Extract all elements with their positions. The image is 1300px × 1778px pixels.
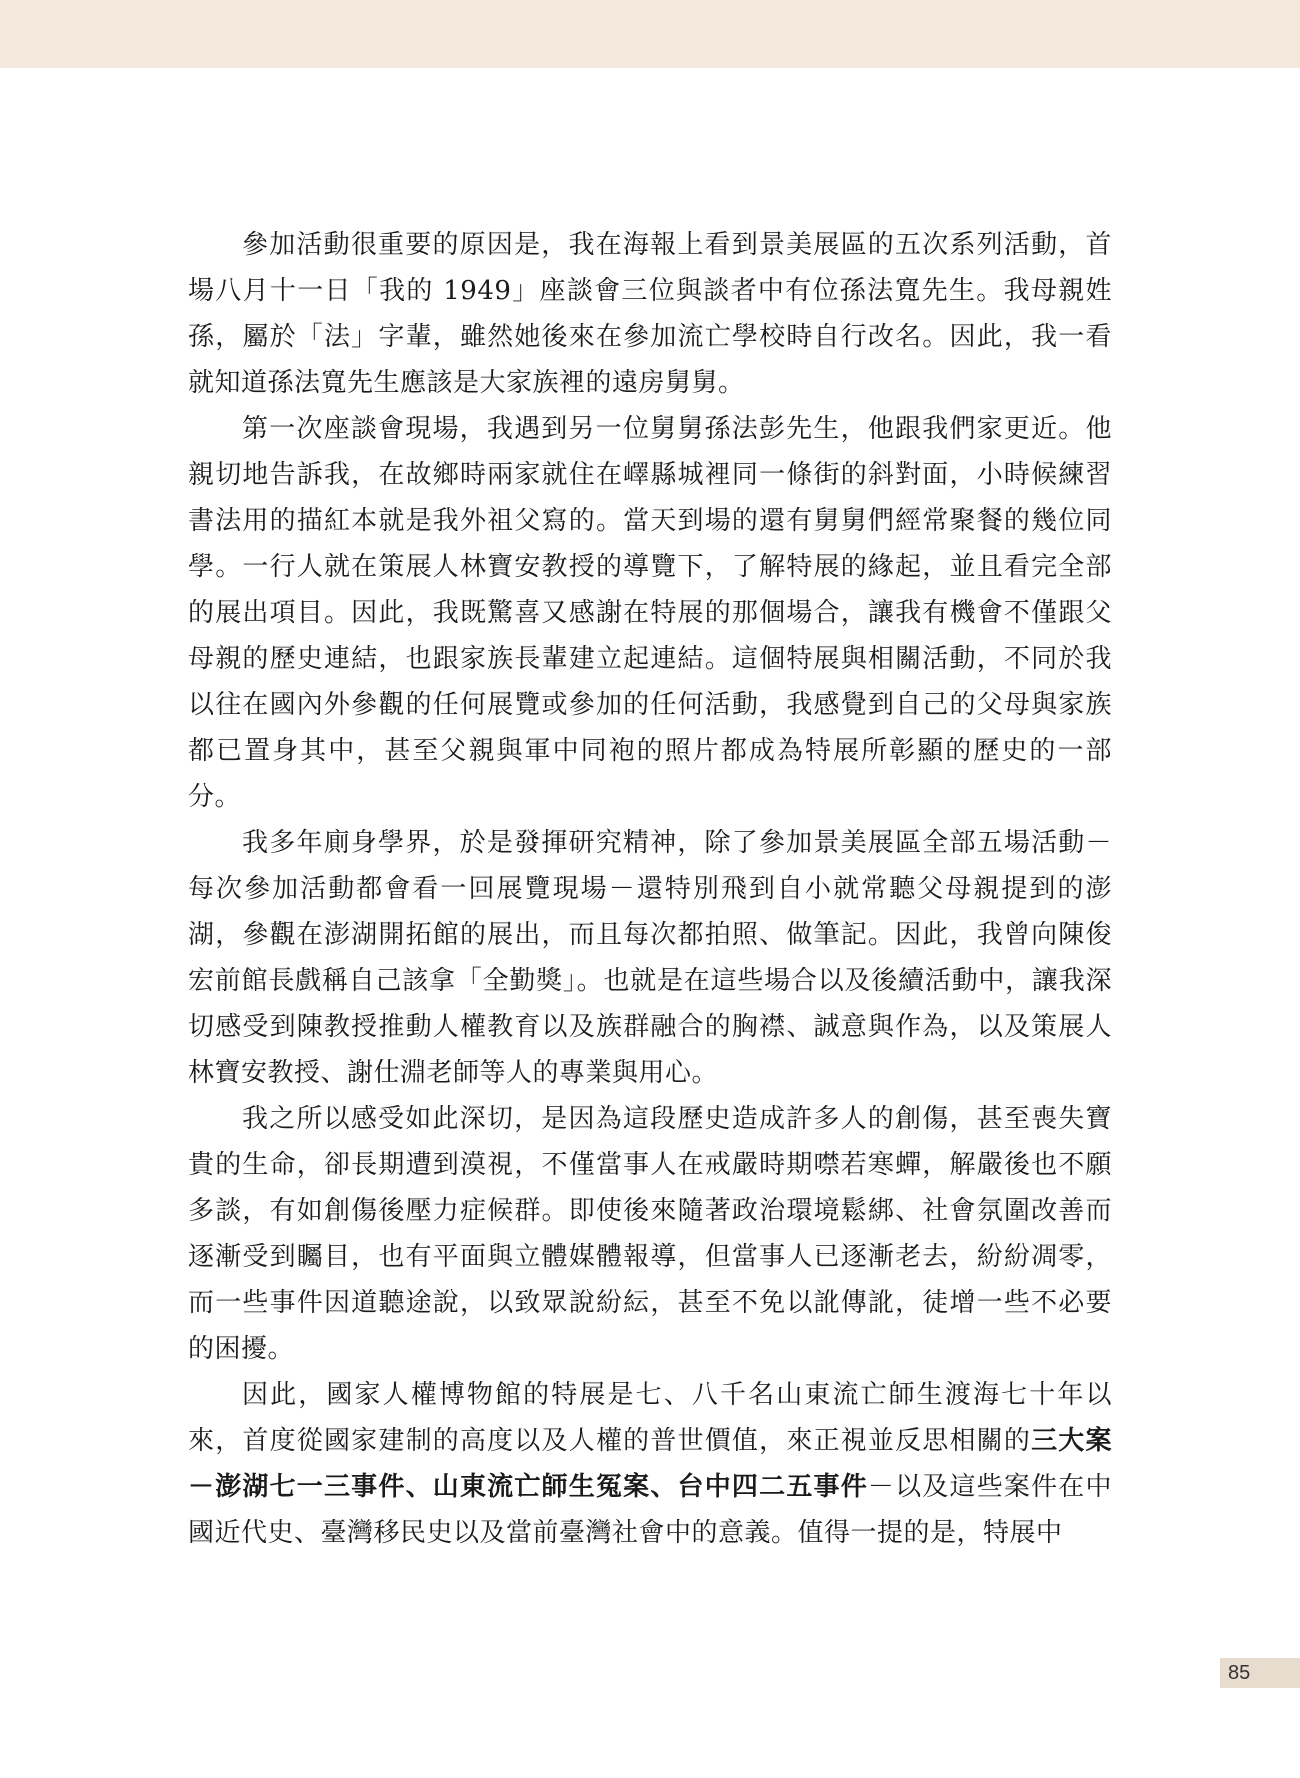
paragraph-4: 我之所以感受如此深切，是因為這段歷史造成許多人的創傷，甚至喪失寶貴的生命，卻長期遭到漠視，不僅當事人在戒嚴時期噤若寒蟬，解嚴後也不願多談，有如創傷後壓力症候群。即使後來隨著政治環境鬆綁、社會氛圍改善而逐漸受到矚目，也有平面與立體媒體報導，但當事人已逐漸老去，紛紛凋零，而一些事件因道聽途說，以致眾說紛紜，甚至不免以訛傳訛，徒增一些不必要的困擾。: [188, 1104, 1112, 1364]
paragraph-5: [188, 1372, 1112, 1556]
page-number: 85: [1228, 1662, 1251, 1684]
body-text: [188, 222, 1112, 1556]
paragraph-5-start: 因此，國家人權博物館的特展是七、八千名山東流亡師生渡海七十年以來，首度從國家建制的高度以及人權的普世價值，來正視並反思相關的: [188, 1380, 1112, 1456]
paragraph-5-end: －以及這些案件在中國近代史、臺灣移民史以及當前臺灣社會中的意義。值得一提的是，特展中: [188, 1472, 1112, 1548]
paragraph-3: 我多年廁身學界，於是發揮研究精神，除了參加景美展區全部五場活動－每次參加活動都會看一回展覽現場－還特別飛到自小就常聽父母親提到的澎湖，參觀在澎湖開拓館的展出，而且每次都拍照、做筆記。因此，我曾向陳俊宏前館長戲稱自己該拿「全勤獎」。也就是在這些場合以及後續活動中，讓我深切感受到陳教授推動人權教育以及族群融合的胸襟、誠意與作為，以及策展人林寶安教授、謝仕淵老師等人的專業與用心。: [188, 828, 1112, 1088]
paragraph-2: 第一次座談會現場，我遇到另一位舅舅孫法彭先生，他跟我們家更近。他親切地告訴我，在故鄉時兩家就住在嶧縣城裡同一條街的斜對面，小時候練習書法用的描紅本就是我外祖父寫的。當天到場的還有舅舅們經常聚餐的幾位同學。一行人就在策展人林寶安教授的導覽下，了解特展的緣起，並且看完全部的展出項目。因此，我既驚喜又感謝在特展的那個場合，讓我有機會不僅跟父母親的歷史連結，也跟家族長輩建立起連結。這個特展與相關活動，不同於我以往在國內外參觀的任何展覽或參加的任何活動，我感覺到自己的父母與家族都已置身其中，甚至父親與軍中同袍的照片都成為特展所彰顯的歷史的一部分。: [188, 414, 1112, 812]
paragraph-5-bold-cases: 三大案－澎湖七一三事件、山東流亡師生冤案、台中四二五事件: [188, 1426, 1112, 1502]
header-band: [0, 0, 1300, 68]
paragraph-1: 參加活動很重要的原因是，我在海報上看到景美展區的五次系列活動，首場八月十一日「我的 1949」座談會三位與談者中有位孫法寬先生。我母親姓孫，屬於「法」字輩，雖然她後來在參加流亡學校時自行改名。因此，我一看就知道孫法寬先生應該是大家族裡的遠房舅舅。: [188, 230, 1112, 398]
